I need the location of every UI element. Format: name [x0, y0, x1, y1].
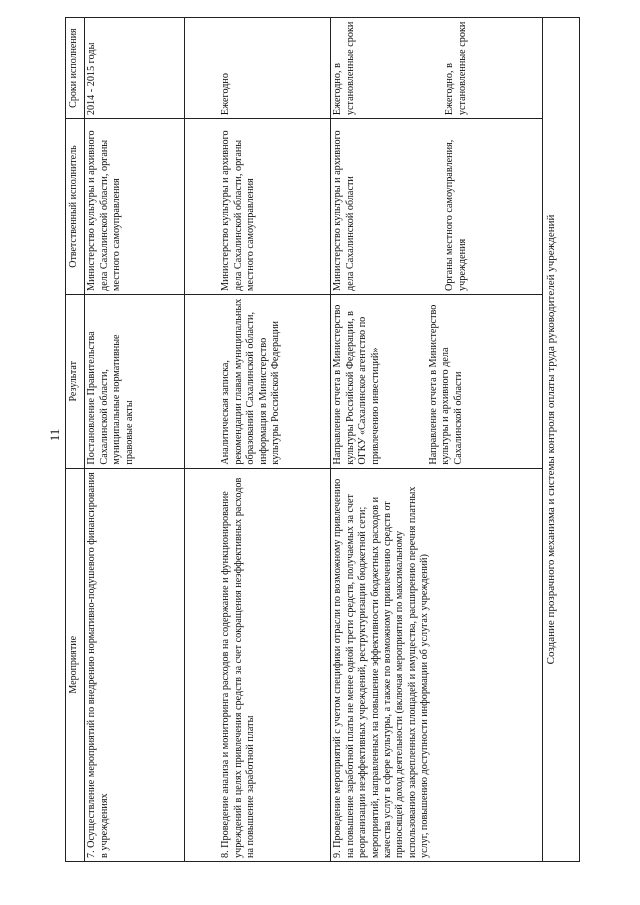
rotated-page [45, 5, 605, 870]
row9-responsible-b: Органы местного самоуправления, учреждения [444, 139, 468, 291]
measures-table [65, 17, 543, 862]
row8-measure [185, 468, 331, 861]
row7-measure: 7. Осуществление мероприятий по внедрению нормативно-подушевого финансирования в учреждениях [85, 468, 185, 861]
section-heading: Создание прозрачного механизма и системы контроля оплаты труда руководителей учреждений [531, 17, 580, 862]
header-responsible: Ответственный исполнитель [66, 119, 85, 295]
row7-responsible: Министерство культуры и архивного дела Сахалинской области, органы местного самоуправления [85, 119, 185, 295]
row9-responsible [331, 119, 543, 295]
row9-deadline [331, 18, 543, 119]
header-measure: Мероприятие [66, 468, 85, 861]
row8-responsible [185, 119, 331, 295]
row9-result [331, 294, 543, 468]
row7-deadline: 2014 - 2015 годы [85, 18, 185, 119]
row9-result-b: Направление отчета в Министерство культуры и архивного дела Сахалинской области [427, 304, 464, 465]
row8-deadline [185, 18, 331, 119]
row8-measure-text: 8. Проведение анализа и мониторинга расходов на содержание и функционирование учреждений в целях привлечения средств за счет сокращения неэффективных расходов на повышение заработной платы [220, 477, 257, 858]
page-number: 11 [47, 428, 62, 442]
table-row [85, 18, 185, 862]
row8-result [185, 294, 331, 468]
table-row [185, 18, 331, 862]
row8-responsible-text: Министерство культуры и архивного дела Сахалинской области, органы местного самоуправления [220, 130, 257, 291]
row8-result-text: Аналитическая записка, рекомендации главам муниципальных образований Сахалинской области, информация в Министерство культуры Российской Федерации [220, 298, 281, 465]
row7-result: Постановление Правительства Сахалинской области, муниципальные нормативные правовые акты [85, 294, 185, 468]
row8-deadline-text: Ежегодно [220, 73, 232, 116]
row9-deadline-a: Ежегодно, в установленные сроки [332, 21, 356, 116]
header-deadline: Сроки исполнения [66, 18, 85, 119]
row9-result-a: Направление отчета в Министерство культуры Российской Федерации, в ОГКУ «Сахалинское агентство по привлечению инвестиций» [332, 304, 381, 465]
table-row [331, 18, 543, 862]
header-result: Результат [66, 294, 85, 468]
table-header-row [66, 18, 85, 862]
row9-responsible-a: Министерство культуры и архивного дела Сахалинской области [332, 130, 356, 291]
row9-deadline-b: Ежегодно, в установленные сроки [444, 21, 468, 116]
row9-measure: 9. Проведение мероприятий с учетом специфики отрасли по возможному привлечению на повышение заработной платы не менее одной трети средств, получаемых за счет реорганизации неэффективных учреждений, реструктуризации бюджетной сети; мероприятий, направленных на повышение эффективности бюджетных расходов и качества услуг в сфере культуры, а также по возможному привлечению средств от приносящей доход деятельности (включая мероприятия по максимальному использованию закрепленных площадей и имущества, расширению перечня платных услуг, повышению доступности информации об услугах учреждений) [331, 468, 543, 861]
